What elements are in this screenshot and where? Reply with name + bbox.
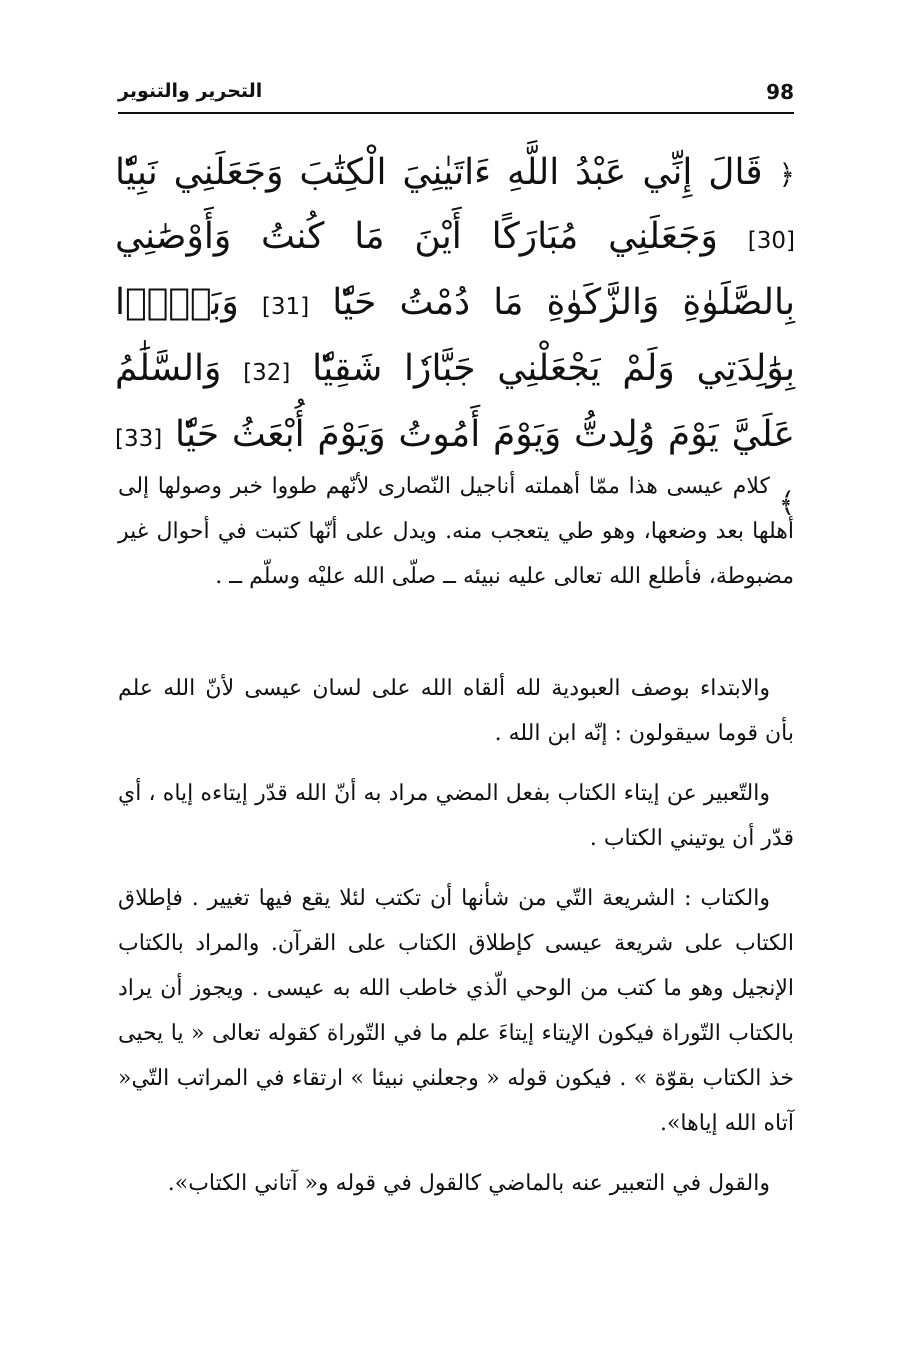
ayah-number-31: [31] [261, 294, 310, 320]
page-number: 98 [766, 80, 794, 104]
commentary-paragraph: والتّعبير عن إيتاء الكتاب بفعل المضي مراد به أنّ الله قدّر إيتاءه إياه ، أي قدّر أن يوتيني الكتاب . [118, 781, 794, 851]
verse-open-bracket: ﴿ [778, 158, 795, 191]
ayah-number-33: [33] [115, 426, 163, 452]
verse-text-31: وَجَعَلَنِي مُبَارَكًا أَيْنَ مَا كُنتُ وَأَوْصَٰنِي بِالصَّلَوٰةِ وَالزَّكَوٰةِ مَا دُمْتُ حَيّٗا [115, 216, 795, 323]
verse-text-32: وَبَرَّۢا بِوَٰلِدَتِي وَلَمْ يَجْعَلْنِي جَبَّارٗا شَقِيّٗا [115, 282, 795, 389]
ayah-number-30: [30] [747, 228, 795, 254]
running-title: التحرير والتنوير [118, 80, 263, 102]
commentary-paragraph: كلام عيسى هذا ممّا أهملته أناجيل النّصارى لأنّهم طووا خبر وصولها إلى أهلها بعد وضعها، وهو طي يتعجب منه. ويدل على أنّها كتبت في أحوال غير مضبوطة، فأطلع الله تعالى عليه نبيئه ــ صلّى الله عليْه وسلّم ــ . [118, 474, 794, 589]
ayah-number-32: [32] [243, 360, 291, 386]
verse-text-33: وَالسَّلَٰمُ عَلَيَّ يَوْمَ وُلِدتُّ وَيَوْمَ أَمُوتُ وَيَوْمَ أُبْعَثُ حَيّٗا [115, 348, 795, 455]
page-header [118, 78, 794, 114]
verse-text-30: قَالَ إِنِّي عَبْدُ اللَّهِ ءَاتَيٰنِيَ الْكِتَٰبَ وَجَعَلَنِي نَبِيّٗا [115, 152, 763, 193]
commentary-paragraph: والابتداء بوصف العبودية لله ألقاه الله على لسان عيسى لأنّ الله علم بأن قوما سيقولون : إنّه ابن الله . [118, 676, 794, 746]
verse-close-bracket: ﴾ [778, 486, 795, 519]
commentary-paragraph: والقول في التعبير عنه بالماضي كالقول في قوله و« آتاني الكتاب». [167, 1171, 770, 1196]
commentary-paragraph: والكتاب : الشريعة التّي من شأنها أن تكتب لئلا يقع فيها تغيير . فإطلاق الكتاب على شريعة عيسى كإطلاق الكتاب على القرآن. والمراد بالكتاب الإنجيل وهو ما كتب من الوحي الّذي خاطب الله به عيسى . ويجوز أن يراد بالكتاب التّوراة فيكون الإيتاء إيتاءَ علم ما في التّوراة كقوله تعالى « يا يحيى خذ الكتاب بقوّة » . فيكون قوله « وجعلني نبيئا » ارتقاء في المراتب التّي« آتاه الله إياها». [118, 886, 794, 1136]
